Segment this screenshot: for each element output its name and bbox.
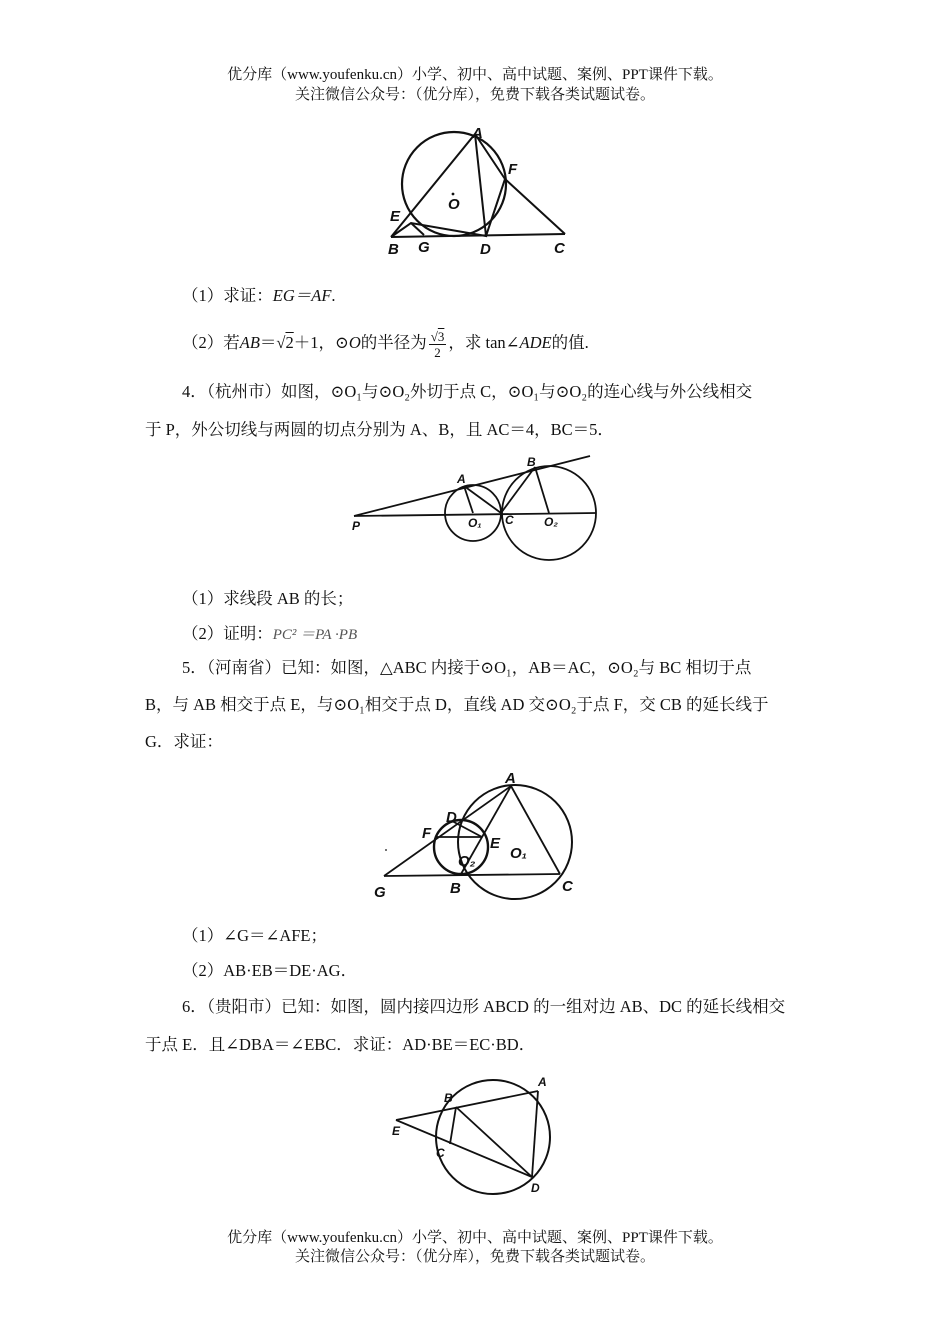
q3-part2-end: 的值.	[551, 333, 589, 352]
line-ea	[396, 1091, 538, 1120]
q4-line1: 4．（杭州市）如图，⊙O₁与⊙O₂外切于点 C，⊙O₁与⊙O₂的连心线与外公线相交	[182, 382, 753, 401]
fraction-sqrt3-over-2: $\frac{√3}{2}$	[430, 328, 445, 360]
line-fd	[486, 179, 505, 236]
label-a: A	[538, 1075, 547, 1089]
q6-line2: 于点 E．且∠DBA＝∠EBC．求证：AD·BE＝EC·BD．	[145, 1035, 536, 1054]
q6-line1: 6．（贵阳市）已知：如图，圆内接四边形 ABCD 的一组对边 AB、DC 的延长线相交	[182, 997, 786, 1016]
label-f: F	[422, 825, 432, 842]
frac-num: 3	[437, 328, 445, 344]
figure-q4	[348, 450, 598, 565]
line-ac	[464, 486, 501, 513]
line-gc	[384, 874, 560, 876]
q5-line1: 5．（河南省）已知：如图，△ABC 内接于⊙O₁，AB＝AC，⊙O₂与 BC 相切于点	[182, 658, 752, 677]
label-a: A	[505, 770, 516, 787]
q5-line3: G．求证：	[145, 732, 223, 751]
figure-q5	[370, 764, 590, 904]
q3-part2: （2）若AB＝√2＋1，⊙O的半径为 $\frac{√3}{2}$ ，求 tan∠ADE的值.	[182, 328, 589, 360]
label-d: D	[480, 241, 491, 258]
q3-part2-plus: ＋1，⊙	[293, 333, 349, 352]
q3-part1-end: .	[331, 286, 336, 305]
figure-q6	[388, 1070, 568, 1200]
label-d: D	[531, 1181, 540, 1195]
q4-part2-math: PC² ＝PA ·PB	[272, 627, 358, 643]
label-b: B	[444, 1091, 453, 1105]
line-bc	[450, 1107, 456, 1144]
label-a: A	[457, 472, 466, 486]
label-o: O	[448, 196, 460, 213]
label-d: D	[446, 809, 457, 826]
line-fc	[505, 179, 565, 234]
stray-dot	[385, 849, 387, 851]
q3-part2-prefix: （2）若	[182, 333, 240, 352]
q4-part2-prefix: （2）证明：	[182, 624, 273, 643]
label-c: C	[554, 240, 565, 257]
frac-den: 2	[434, 344, 441, 360]
q4-part2	[182, 623, 357, 646]
label-b: B	[388, 241, 399, 258]
label-b: B	[450, 880, 461, 897]
line-ad	[532, 1091, 538, 1177]
q3-part2-o: O	[348, 333, 361, 352]
q3-part2-eq: ＝	[259, 333, 277, 352]
figure-q3	[380, 122, 580, 262]
radius-o2b	[535, 467, 549, 513]
label-b: B	[527, 455, 536, 469]
line-ed	[396, 1120, 532, 1177]
label-e: E	[392, 1124, 401, 1138]
tangent-line	[354, 456, 590, 516]
label-c: C	[562, 878, 573, 895]
q5-part1: （1）∠G＝∠AFE；	[182, 926, 327, 945]
circle-o1	[458, 785, 572, 899]
line-ga	[384, 786, 511, 876]
footer-line-2: 关注微信公众号：（优分库），免费下载各类试题试卷。	[294, 1249, 655, 1265]
label-g: G	[374, 884, 386, 901]
label-o1: O₁	[468, 516, 482, 530]
q3-part1-math: EG＝AF	[272, 286, 332, 305]
center-dot	[452, 193, 455, 196]
label-g: G	[418, 239, 430, 256]
line-bd	[456, 1107, 532, 1177]
triangle-lines	[391, 134, 486, 237]
label-c: C	[436, 1146, 445, 1160]
q3-part2-ade: ADE	[519, 333, 552, 352]
label-p: P	[352, 519, 361, 533]
label-f: F	[508, 161, 518, 178]
header-line-2: 关注微信公众号：（优分库），免费下载各类试题试卷。	[294, 87, 655, 103]
header-line-1: 优分库（www.youfenku.cn）小学、初中、高中试题、案例、PPT课件下载。	[227, 67, 723, 83]
label-e: E	[390, 208, 401, 225]
q3-part2-ask: ，求 tan∠	[448, 333, 520, 352]
q3-part1	[182, 285, 336, 307]
q3-part2-radius: 的半径为	[360, 333, 427, 352]
label-a: A	[472, 125, 483, 142]
q3-part2-sqrt: 2	[285, 333, 294, 352]
q3-part1-prefix: （1）求证：	[182, 286, 273, 305]
label-o2: O₂	[544, 515, 558, 529]
label-o1: O₁	[510, 845, 527, 862]
q5-part2: （2）AB·EB＝DE·AG．	[182, 961, 358, 980]
q5-line2: B，与 AB 相交于点 E，与⊙O₁相交于点 D，直线 AD 交⊙O₂于点 F，交 CB 的延长线于	[145, 695, 769, 714]
label-e: E	[490, 835, 501, 852]
q3-part2-ab: AB	[239, 333, 260, 352]
label-o2: O₂	[458, 853, 476, 870]
q4-line2: 于 P，外公切线与两圆的切点分别为 A、B，且 AC＝4，BC＝5．	[145, 420, 614, 439]
label-c: C	[505, 513, 514, 527]
footer-line-1: 优分库（www.youfenku.cn）小学、初中、高中试题、案例、PPT课件下载。	[227, 1230, 723, 1246]
q4-part1: （1）求线段 AB 的长；	[182, 589, 354, 608]
